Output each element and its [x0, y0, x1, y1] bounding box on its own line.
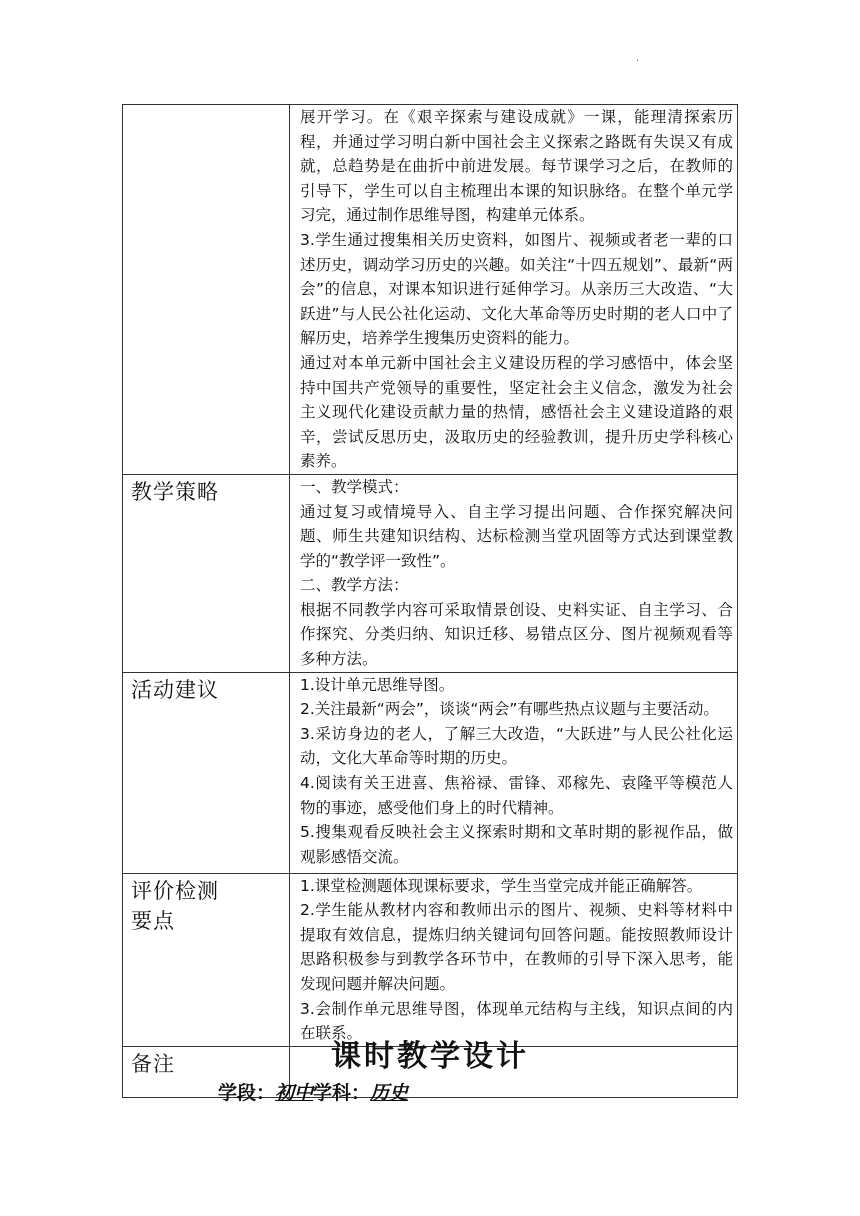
- paragraph: 一、教学模式：: [300, 477, 409, 496]
- row-content-evaluation-points: [290, 873, 738, 1046]
- label-line: 要点: [131, 908, 175, 933]
- list-item: 4.阅读有关王进喜、焦裕禄、雷锋、邓稼先、袁隆平等模范人物的事迹，感受他们身上的时代精神。: [300, 774, 733, 817]
- paragraph: 展开学习。在《艰辛探索与建设成就》一课，能理清探索历程，并通过学习明白新中国社会主义探索之路既有失误又有成就，总趋势是在曲折中前进发展。每节课学习之后，在教师的引导下，学生可以自主梳理出本课的知识脉络。在整个单元学习完，通过制作思维导图，构建单元体系。: [300, 108, 733, 225]
- row-label-activity-suggestions: 活动建议: [123, 672, 290, 873]
- paragraph: 根据不同教学内容可采取情景创设、史料实证、自主学习、合作探究、分类归纳、知识迁移、易错点区分、图片视频观看等多种方法。: [300, 600, 733, 669]
- row-content-objectives: [290, 105, 738, 475]
- paragraph: 通过对本单元新中国社会主义建设历程的学习感悟中，体会坚持中国共产党领导的重要性，坚定社会主义信念，激发为社会主义现代化建设贡献力量的热情，感悟社会主义建设道路的艰辛，尝试反思历史，汲取历史的经验教训，提升历史学科核心素养。: [300, 353, 733, 471]
- list-item: 3.采访身边的老人，了解三大改造，“大跃进”与人民公社化运动，文化大革命等时期的历史。: [300, 724, 733, 768]
- row-label-remarks: 备注: [123, 1046, 290, 1097]
- list-item: 2.关注最新“两会”，谈谈“两会”有哪些热点议题与主要活动。: [300, 700, 719, 719]
- list-item: 1.设计单元思维导图。: [300, 675, 455, 694]
- stage-label: 学段：: [218, 1082, 276, 1104]
- table-row-teaching-strategy: [123, 474, 738, 672]
- list-item: 5.搜集观看反映社会主义探索时期和文革时期的影视作品，做观影感悟交流。: [300, 823, 733, 866]
- row-label-empty: [123, 105, 290, 475]
- list-item: 2.学生能从教材内容和教师出示的图片、视频、史料等材料中提取有效信息，提炼归纳关键词句回答问题。能按照教师设计思路积极参与到教学各环节中，在教师的引导下深入思考，能发现问题并解决问题。: [300, 901, 733, 994]
- list-item: 3.会制作单元思维导图，体现单元结构与主线，知识点间的内在联系。: [300, 999, 733, 1043]
- row-content-activity-suggestions: [290, 672, 738, 873]
- stage-value: 初中: [275, 1082, 314, 1104]
- row-label-evaluation-points: [123, 873, 290, 1046]
- label-line: 评价检测: [131, 878, 219, 903]
- subject-value: 历史: [370, 1082, 409, 1104]
- page-title: 课时教学设计: [331, 1039, 529, 1074]
- paragraph: 3.学生通过搜集相关历史资料，如图片、视频或者老一辈的口述历史，调动学习历史的兴趣。如关注“十四五规划”、最新“两会”的信息，对课本知识进行延伸学习。从亲历三大改造、“大跃进”与人民公社化运动、文化大革命等历史时期的老人口中了解历史，培养学生搜集历史资料的能力。: [300, 230, 733, 348]
- table-row-activity-suggestions: [123, 672, 738, 873]
- stage-subject-line: [218, 1079, 408, 1107]
- table-row-objectives-continued: [123, 105, 738, 475]
- lesson-design-table: [122, 104, 738, 1098]
- page-mark: ·: [636, 56, 640, 67]
- row-label-teaching-strategy: 教学策略: [123, 474, 290, 672]
- subject-label: 学科：: [313, 1082, 371, 1104]
- list-item: 1.课堂检测题体现课标要求，学生当堂完成并能正确解答。: [300, 876, 703, 895]
- row-content-teaching-strategy: [290, 474, 738, 672]
- table-row-evaluation-points: [123, 873, 738, 1046]
- paragraph: 二、教学方法：: [300, 576, 409, 595]
- paragraph: 通过复习或情境导入、自主学习提出问题、合作探究解决问题、师生共建知识结构、达标检测当堂巩固等方式达到课堂教学的“教学评一致性”。: [300, 502, 733, 570]
